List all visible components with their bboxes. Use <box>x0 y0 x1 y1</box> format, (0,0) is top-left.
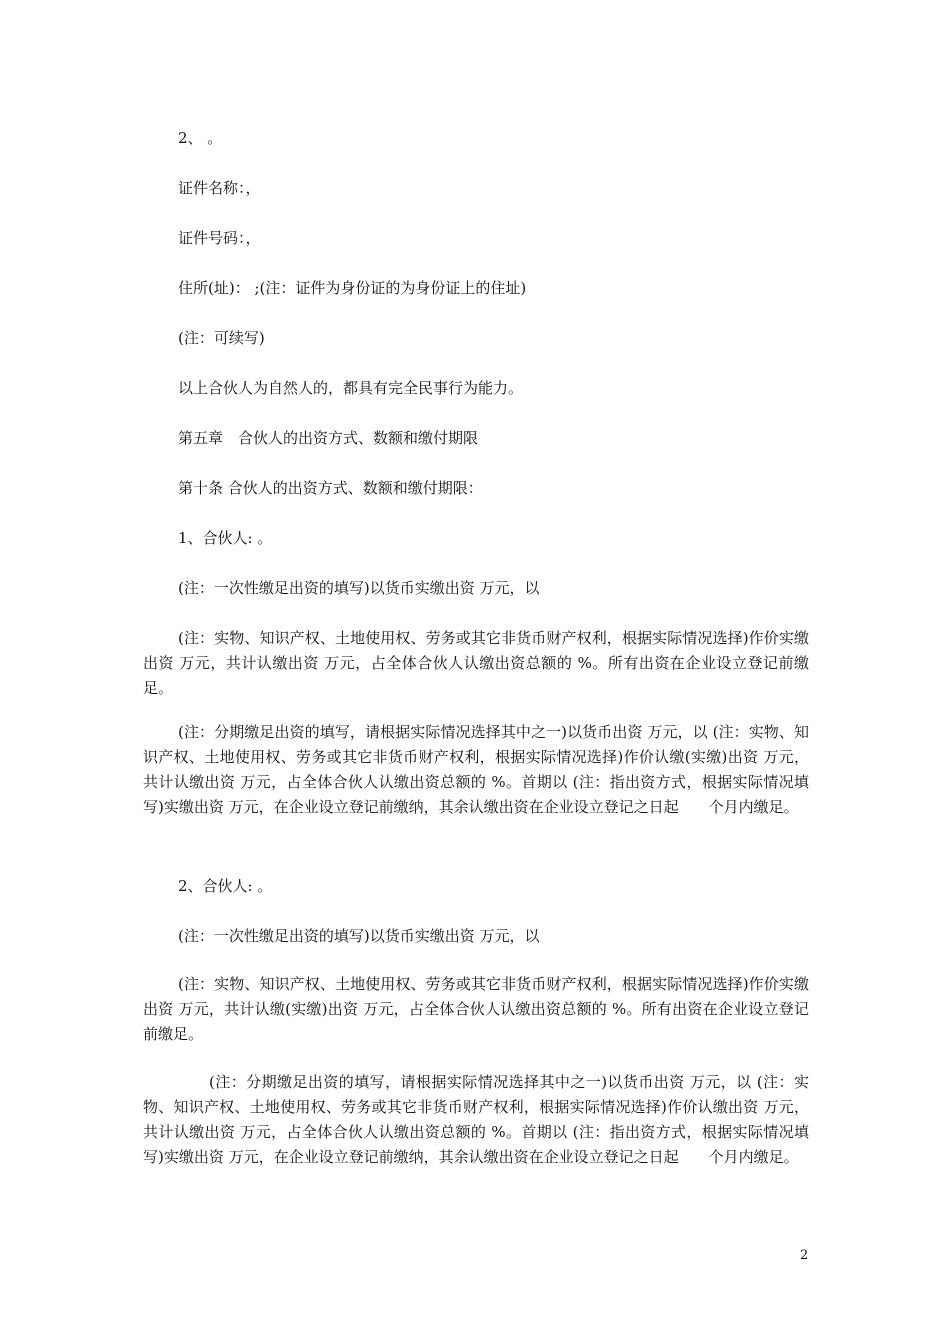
partner-2-installment-paragraph: (注：分期缴足出资的填写，请根据实际情况选择其中之一)以货币出资 万元，以 (注：实物、知识产权、土地使用权、劳务或其它非货币财产权利，根据实际情况选择)作价认缴出资 万元，共计认缴出资 万元，占全体合伙人认缴出资总额的 %。首期以 (注：指出资方式，根据实际情况填写)实缴出资 万元，在企业设立登记前缴纳，其余认缴出资在企业设立登记之日起 个月内缴足。 <box>143 1073 809 1166</box>
certificate-name-line: 证件名称：， <box>178 179 261 197</box>
certificate-number-line: 证件号码：， <box>178 229 261 247</box>
partner-2-lump-sum-note: (注：一次性缴足出资的填写)以货币实缴出资 万元，以 <box>178 927 540 945</box>
address-line: 住所(址)： ;(注：证件为身份证的为身份证上的住址) <box>178 279 527 297</box>
civil-capacity-line: 以上合伙人为自然人的，都具有完全民事行为能力。 <box>178 379 524 397</box>
partner-1-lump-sum-note: (注：一次性缴足出资的填写)以货币实缴出资 万元，以 <box>178 579 540 597</box>
partner-1-line: 1、合伙人: 。 <box>178 529 273 547</box>
partner-1-installment-paragraph: (注：分期缴足出资的填写，请根据实际情况选择其中之一)以货币出资 万元，以 (注：实物、知识产权、土地使用权、劳务或其它非货币财产权利，根据实际情况选择)作价认缴(实缴)出资 万元，共计认缴出资 万元，占全体合伙人认缴出资总额的 %。首期以 (注：指出资方式，根据实际情况填写)实缴出资 万元，在企业设立登记前缴纳，其余认缴出资在企业设立登记之日起 个月内缴足。 <box>143 723 809 816</box>
partner-2-line: 2、合伙人: 。 <box>178 877 273 895</box>
continue-note-line: (注：可续写) <box>178 329 265 347</box>
article-ten-heading: 第十条 合伙人的出资方式、数额和缴付期限： <box>178 479 483 497</box>
partner-2-lump-sum-detail: (注：实物、知识产权、土地使用权、劳务或其它非货币财产权利，根据实际情况选择)作价实缴出资 万元，共计认缴(实缴)出资 万元，占全体合伙人认缴出资总额的 %。所有出资在企业设立登记前缴足。 <box>143 975 809 1043</box>
page-number: 2 <box>800 1248 809 1263</box>
partner-1-lump-sum-detail: (注：实物、知识产权、土地使用权、劳务或其它非货币财产权利，根据实际情况选择)作价实缴出资 万元，共计认缴出资 万元，占全体合伙人认缴出资总额的 %。所有出资在企业设立登记前缴足。 <box>143 629 809 697</box>
chapter-five-heading: 第五章 合伙人的出资方式、数额和缴付期限 <box>178 429 479 447</box>
item-2-line: 2、 。 <box>178 129 223 147</box>
